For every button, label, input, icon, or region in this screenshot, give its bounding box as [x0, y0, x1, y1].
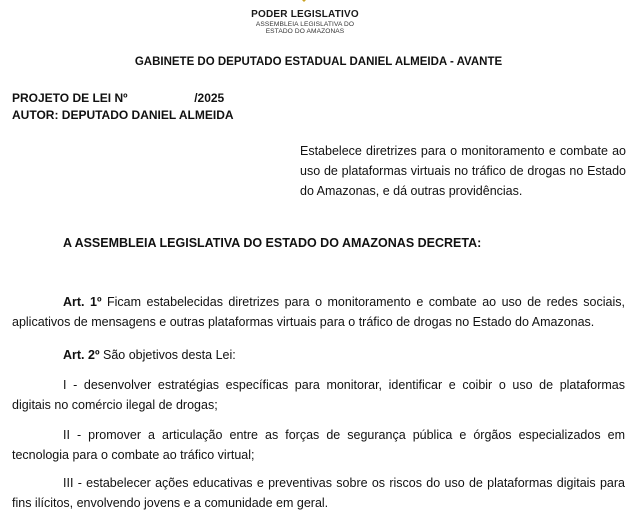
article-2-item-3: III - estabelecer ações educativas e preventivas sobre os riscos do uso de plataformas digitais para fins ilícitos, envolvendo jovens e a comunidade em geral.	[12, 476, 625, 510]
article-1-label: Art. 1º	[63, 295, 102, 309]
article-1-text: Ficam estabelecidas diretrizes para o monitoramento e combate ao uso de redes sociais, aplicativos de mensagens e outras plataformas virtuais para o tráfico de drogas no Estado do Amazonas.	[12, 295, 625, 329]
enactment-clause: A ASSEMBLEIA LEGISLATIVA DO ESTADO DO AMAZONAS DECRETA:	[63, 236, 482, 250]
article-1	[12, 292, 625, 332]
article-2-item-1: I - desenvolver estratégias específicas para monitorar, identificar e coibir o uso de plataformas digitais no comércio ilegal de drogas;	[12, 378, 625, 412]
article-2-label: Art. 2º	[63, 348, 100, 362]
article-2-item-2: II - promover a articulação entre as forças de segurança pública e órgãos especializados em tecnologia para o combate ao tráfico virtual;	[12, 428, 625, 462]
legislative-logo	[245, 0, 365, 40]
bill-summary: Estabelece diretrizes para o monitoramento e combate ao uso de plataformas virtuais no tráfico de drogas no Estado do Amazonas, e dá outras providências.	[300, 144, 626, 198]
article-2-text: São objetivos desta Lei:	[99, 348, 236, 362]
article-2	[12, 345, 625, 365]
logo-title: PODER LEGISLATIVO	[251, 9, 359, 20]
logo-subtitle-line1: ASSEMBLEIA LEGISLATIVA DO	[255, 21, 355, 28]
bill-author: AUTOR: DEPUTADO DANIEL ALMEIDA	[12, 108, 234, 122]
emblem-icon	[295, 0, 313, 4]
logo-subtitle-line2: ESTADO DO AMAZONAS	[265, 28, 345, 35]
office-heading: GABINETE DO DEPUTADO ESTADUAL DANIEL ALMEIDA - AVANTE	[134, 56, 503, 68]
bill-number: PROJETO DE LEI Nº /2025	[12, 91, 225, 105]
